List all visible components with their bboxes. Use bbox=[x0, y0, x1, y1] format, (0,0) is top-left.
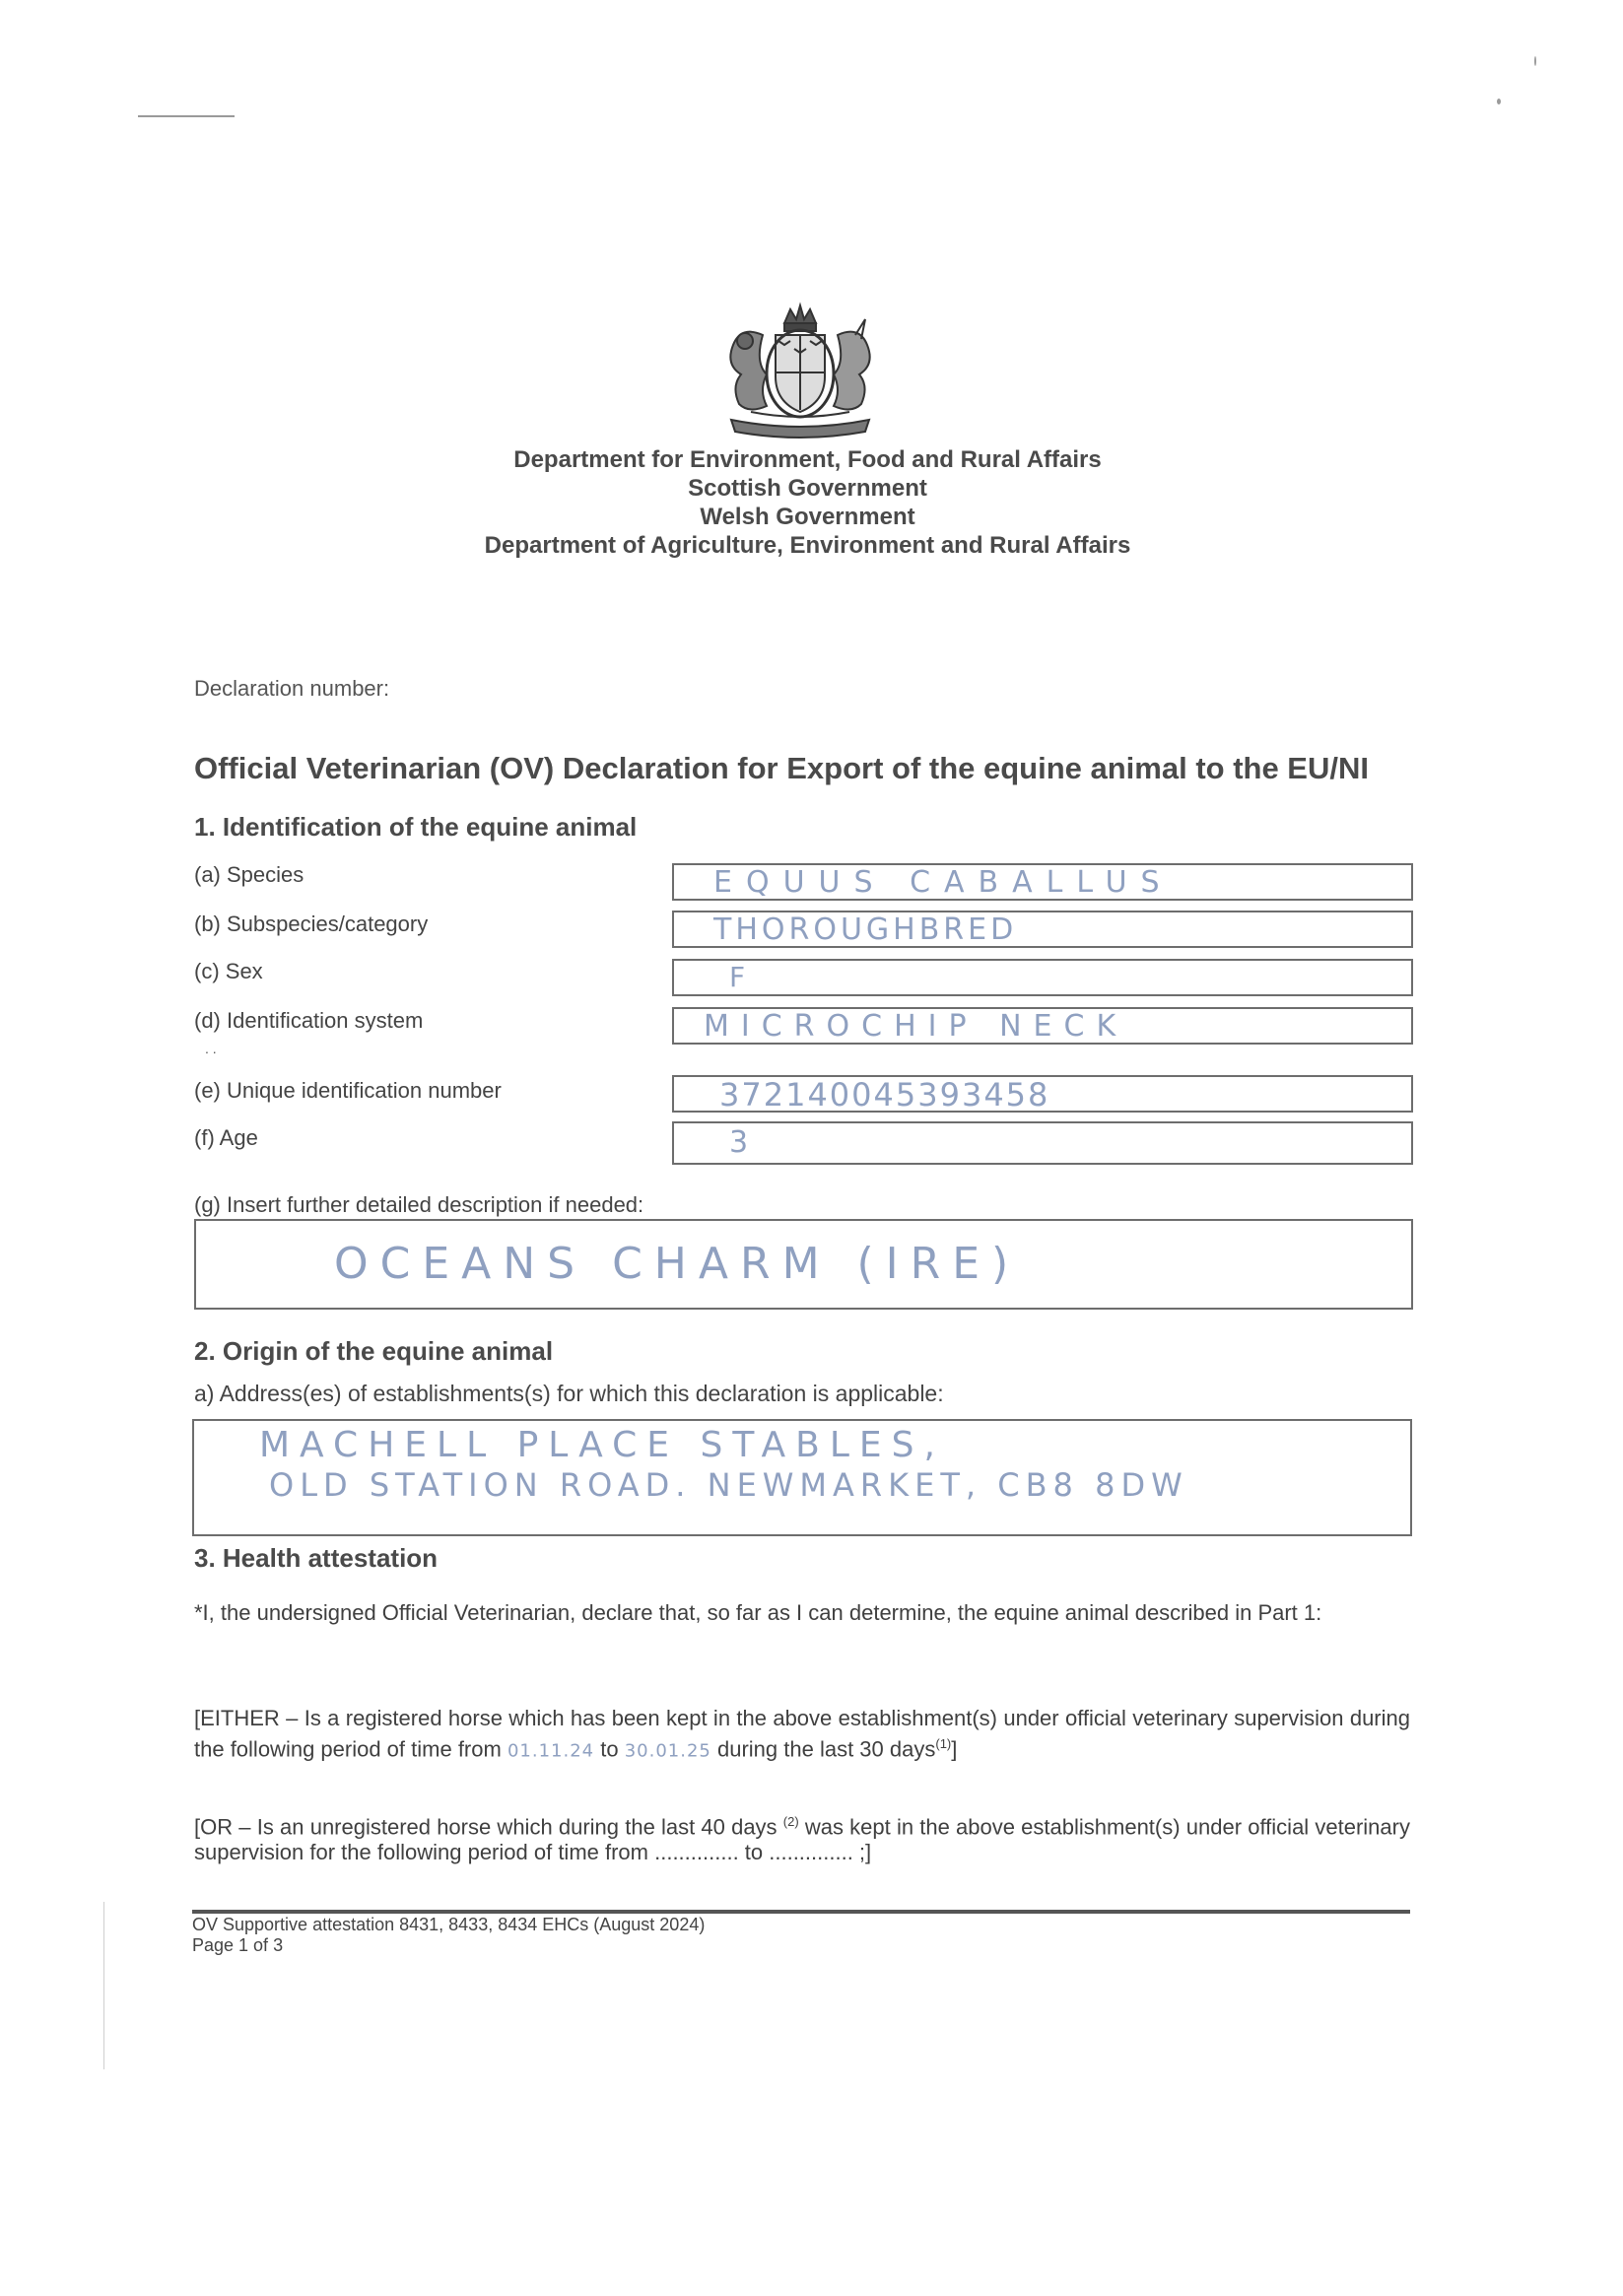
attestation-intro-text: *I, the undersigned Official Veterinarian, declare that, so far as I can determine, the equine animal described in Part 1: bbox=[194, 1600, 1322, 1625]
sex-field[interactable] bbox=[672, 959, 1413, 996]
scan-speck bbox=[1497, 99, 1501, 104]
org-line: Department of Agriculture, Environment and Rural Affairs bbox=[484, 532, 1131, 559]
age-label: (f) Age bbox=[194, 1125, 258, 1150]
address-field[interactable] bbox=[192, 1419, 1412, 1536]
identification-system-value: MICROCHIP NECK bbox=[704, 1009, 1128, 1044]
scan-mark bbox=[103, 1902, 104, 2069]
either-text: [EITHER – Is a registered horse which has been kept in the above establishment(s) under official veterinary supervision during the following period of time from bbox=[194, 1706, 1410, 1762]
footer-divider bbox=[192, 1910, 1410, 1914]
section1-heading: 1. Identification of the equine animal bbox=[194, 812, 638, 842]
footer-attestation-ref: OV Supportive attestation 8431, 8433, 8434 EHCs (August 2024) bbox=[192, 1915, 706, 1934]
section3-heading: 3. Health attestation bbox=[194, 1543, 439, 1573]
scan-dots: . . bbox=[205, 1041, 217, 1056]
org-line: Welsh Government bbox=[700, 504, 915, 530]
attestation-intro bbox=[194, 1600, 1410, 1626]
either-from-date[interactable]: 01.11.24 bbox=[507, 1740, 595, 1762]
description-field[interactable] bbox=[194, 1219, 1413, 1310]
org-line: Scottish Government bbox=[688, 475, 927, 502]
issuing-authorities bbox=[0, 445, 1623, 560]
footnote-ref-1: (1) bbox=[935, 1736, 952, 1751]
scan-speck bbox=[1534, 56, 1536, 66]
species-field[interactable] bbox=[672, 863, 1413, 901]
org-line: Department for Environment, Food and Rural Affairs bbox=[513, 446, 1102, 473]
subspecies-field[interactable] bbox=[672, 911, 1413, 948]
species-value: EQUUS CABALLUS bbox=[713, 865, 1174, 900]
unique-id-value: 372140045393458 bbox=[719, 1076, 1050, 1114]
age-field[interactable] bbox=[672, 1121, 1413, 1165]
identification-system-label: (d) Identification system bbox=[194, 1008, 424, 1033]
description-value: OCEANS CHARM (IRE) bbox=[334, 1239, 1021, 1289]
unique-id-label: (e) Unique identification number bbox=[194, 1078, 502, 1103]
scan-mark bbox=[138, 115, 235, 117]
unique-id-field[interactable] bbox=[672, 1075, 1413, 1113]
identification-system-field[interactable] bbox=[672, 1007, 1413, 1045]
page-number: Page 1 of 3 bbox=[192, 1935, 284, 1955]
age-value: 3 bbox=[729, 1125, 759, 1160]
description-label: (g) Insert further detailed description if needed: bbox=[194, 1192, 644, 1217]
either-clause bbox=[194, 1706, 1410, 1764]
footer bbox=[192, 1915, 705, 1956]
address-label: a) Address(es) of establishments(s) for which this declaration is applicable: bbox=[194, 1381, 944, 1406]
declaration-number-label: Declaration number: bbox=[194, 676, 390, 701]
or-text-2: was kept in the above establishment(s) under official veterinary supervision for the following period of time from .............. to .............. ;] bbox=[194, 1814, 1410, 1865]
address-line-1: MACHELL PLACE STABLES, bbox=[259, 1425, 945, 1465]
either-to-date[interactable]: 30.01.25 bbox=[624, 1740, 711, 1762]
either-text-2: during the last 30 days bbox=[717, 1736, 936, 1762]
either-close: ] bbox=[951, 1736, 958, 1762]
royal-coat-of-arms-logo bbox=[711, 296, 889, 443]
or-text: [OR – Is an unregistered horse which during the last 40 days bbox=[194, 1814, 778, 1840]
document-title: Official Veterinarian (OV) Declaration for Export of the equine animal to the EU/NI bbox=[194, 751, 1369, 785]
either-to-word: to bbox=[600, 1736, 619, 1762]
subspecies-label: (b) Subspecies/category bbox=[194, 912, 429, 936]
footnote-ref-2: (2) bbox=[782, 1814, 799, 1829]
section2-heading: 2. Origin of the equine animal bbox=[194, 1336, 554, 1366]
species-label: (a) Species bbox=[194, 862, 304, 887]
address-line-2: OLD STATION ROAD. NEWMARKET, CB8 8DW bbox=[269, 1466, 1188, 1504]
subspecies-value: THOROUGHBRED bbox=[713, 912, 1018, 947]
or-clause bbox=[194, 1809, 1410, 1865]
sex-label: (c) Sex bbox=[194, 959, 263, 983]
sex-value: F bbox=[729, 961, 756, 993]
